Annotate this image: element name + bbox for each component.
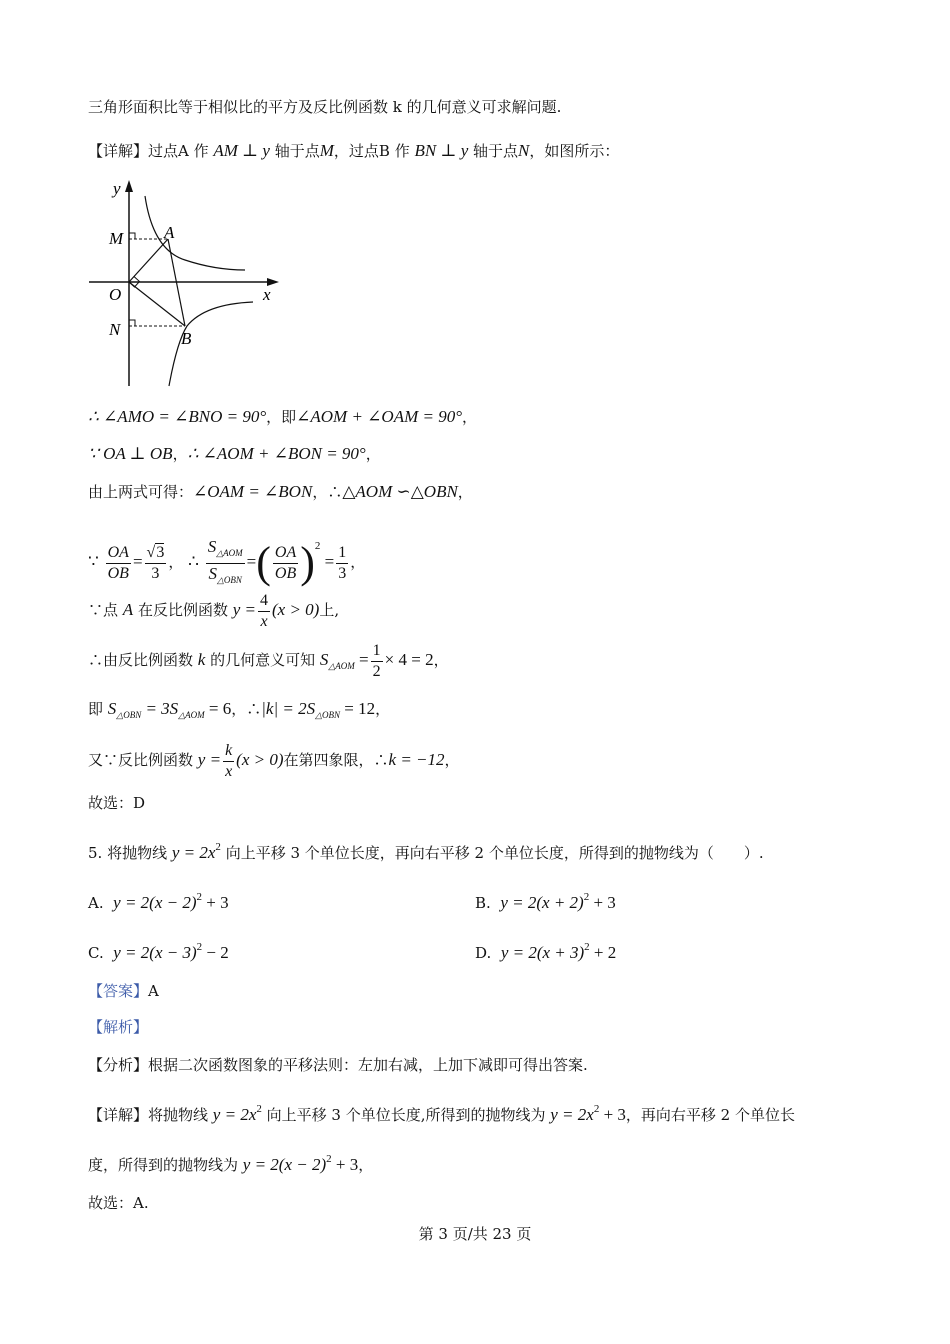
numerator — [206, 537, 245, 564]
math: (x > 0) — [236, 750, 284, 769]
text: ， — [462, 408, 478, 426]
segment-ob — [129, 282, 185, 326]
subscript: △OBN — [116, 710, 142, 720]
text: 又∵反比例函数 — [88, 751, 198, 769]
right-angle-n — [129, 320, 135, 326]
hyperbola-figure — [85, 178, 285, 390]
text: 的几何意义可知 — [205, 651, 320, 669]
text: ， — [350, 553, 366, 571]
q5-option-a[interactable] — [88, 886, 229, 914]
denominator: OB — [107, 564, 129, 582]
math: k = −12 — [388, 750, 445, 769]
q5-option-c[interactable] — [88, 936, 229, 964]
math: y = — [232, 600, 256, 619]
math: + 3 — [599, 1105, 626, 1124]
answer-tag: 【答案】 — [88, 982, 149, 1000]
text: ， — [457, 483, 473, 501]
math: y = 2x — [550, 1105, 594, 1124]
math: y = 2(x − 2) — [242, 1155, 327, 1174]
detail-text: ，如图所示： — [529, 142, 620, 160]
fraction-area-ratio — [206, 537, 245, 590]
denominator: x — [260, 612, 268, 630]
q5-detail-line-2 — [88, 1148, 373, 1176]
hyperbola-branch-1 — [145, 196, 245, 270]
q5-option-d[interactable] — [475, 936, 616, 964]
y-axis-arrow — [125, 180, 133, 192]
text: 在反比例函数 — [133, 601, 233, 619]
step-5 — [88, 588, 339, 632]
math: = 3S — [141, 699, 179, 718]
label-b: B — [181, 329, 192, 348]
step-9 — [88, 792, 145, 814]
fraction-1-3 — [336, 543, 348, 584]
step-2 — [88, 443, 381, 465]
text: ， — [172, 445, 188, 463]
text: 5. 将抛物线 — [88, 844, 172, 862]
option-tail: + 2 — [589, 943, 617, 962]
math: ∠OAM = ∠BON — [193, 482, 313, 501]
denominator: OB — [274, 564, 297, 582]
analysis-tag: 【解析】 — [88, 1018, 149, 1036]
fenxi-text: 根据二次函数图象的平移法则：左加右减，上加下减即可得出答案. — [148, 1056, 588, 1074]
text: ，∴ — [312, 483, 343, 501]
subscript: △AOM — [216, 547, 243, 558]
fraction-sqrt3-3 — [145, 543, 167, 584]
step-4 — [88, 524, 365, 590]
text: ，再向右平移 2 个单位长 — [625, 1106, 795, 1124]
step-7 — [88, 698, 390, 726]
exponent: 2 — [314, 540, 321, 552]
fraction-oa-ob — [106, 543, 131, 584]
denominator: 3 — [151, 564, 160, 582]
exponent: 2 — [593, 1103, 600, 1115]
option-label: C. — [88, 944, 104, 962]
exponent: 2 — [583, 891, 590, 903]
math: × 4 = 2 — [384, 650, 434, 669]
math: (x > 0) — [272, 600, 320, 619]
page-footer: 第 3 页/共 23 页 — [418, 1225, 532, 1243]
step-6 — [88, 638, 449, 688]
option-expr: y = 2(x − 3) — [113, 943, 197, 962]
exponent: 2 — [326, 1153, 332, 1165]
math: |k| = 2S — [261, 699, 316, 718]
fenxi-tag: 【分析】 — [88, 1056, 149, 1074]
option-label: A. — [88, 894, 104, 912]
math: k — [197, 650, 206, 669]
numerator: OA — [106, 543, 131, 564]
area-s: S — [208, 563, 217, 583]
exponent: 2 — [196, 941, 203, 953]
exponent: 2 — [256, 1103, 262, 1115]
q5-choose — [88, 1192, 149, 1214]
text: 向上平移 3 个单位长度,所得到的抛物线为 — [261, 1106, 551, 1124]
text: 即 — [88, 700, 108, 718]
exponent: 2 — [196, 891, 203, 903]
fraction-4-x — [258, 591, 270, 632]
text: 由上两式可得： — [88, 483, 194, 501]
denominator: 2 — [372, 662, 381, 680]
label-n: N — [109, 320, 121, 339]
intro-line — [88, 96, 561, 118]
subscript: △AOM — [328, 661, 355, 671]
denominator — [206, 564, 245, 590]
q5-fenxi — [88, 1054, 588, 1076]
math: ∴ ∠AMO = ∠BNO = 90° — [88, 407, 267, 426]
q5-answer — [88, 980, 159, 1002]
detail-text: 过点A 作 — [148, 142, 214, 160]
q5-stem — [88, 836, 764, 864]
detail-text: ，过点B 作 — [333, 142, 415, 160]
numerator: 4 — [258, 591, 270, 612]
numerator: 1 — [371, 641, 383, 662]
text: ∴由反比例函数 — [88, 651, 198, 669]
text: ， — [168, 553, 184, 571]
therefore-symbol: ∴ — [188, 552, 199, 571]
text: ， — [444, 751, 460, 769]
math: △AOM ∽△OBN — [342, 482, 458, 501]
math-bn-perp: BN ⊥ y — [414, 141, 469, 160]
math: = — [354, 650, 369, 669]
fraction-oa-ob-2 — [273, 543, 298, 584]
numerator: OA — [273, 543, 298, 564]
answer-value: A — [148, 982, 159, 1000]
subscript: △AOM — [178, 710, 205, 720]
exponent: 2 — [584, 941, 590, 953]
math-n: N — [518, 141, 530, 160]
step-1 — [88, 406, 477, 428]
math: y = — [197, 750, 222, 769]
text: ， — [365, 445, 381, 463]
detail-line-1 — [88, 140, 619, 162]
q5-detail-line-1 — [88, 1098, 795, 1126]
because-symbol: ∵ — [88, 552, 99, 571]
denominator: 3 — [338, 564, 347, 582]
math: A — [122, 600, 134, 619]
text: ∵点 — [88, 601, 123, 619]
subscript: △OBN — [315, 710, 341, 720]
option-label: D. — [475, 944, 492, 962]
detail-text: 轴于点 — [468, 142, 519, 160]
right-paren: ) — [300, 538, 315, 587]
equals: = — [246, 552, 257, 571]
sqrt-radicand: 3 — [156, 543, 165, 561]
label-m: M — [109, 229, 124, 248]
label-o: O — [109, 285, 122, 304]
label-a: A — [164, 223, 175, 242]
choose-a: 故选：A. — [88, 1194, 149, 1212]
fraction-1-2 — [371, 641, 383, 682]
math: ∠AOM + ∠OAM = 90° — [296, 407, 463, 426]
text: ， — [433, 651, 449, 669]
math-m: M — [319, 141, 334, 160]
segment-oa — [129, 239, 168, 282]
detail-tag: 【详解】 — [88, 142, 149, 160]
option-tail: − 2 — [202, 943, 229, 962]
math: y = 2x — [171, 843, 216, 862]
option-expr: y = 2(x + 3) — [500, 943, 585, 962]
text: 在第四象限，∴ — [283, 751, 389, 769]
option-tail: + 3 — [202, 893, 229, 912]
q5-option-b[interactable] — [475, 886, 616, 914]
text: 上, — [319, 601, 340, 619]
intro-text: 三角形面积比等于相似比的平方及反比例函数 k 的几何意义可求解问题. — [88, 98, 562, 116]
detail-tag: 【详解】 — [88, 1106, 149, 1124]
area-s: S — [207, 536, 217, 556]
text: ，即 — [266, 408, 297, 426]
math: S — [107, 699, 117, 718]
option-expr: y = 2(x + 2) — [500, 893, 584, 912]
fraction-k-x — [223, 741, 234, 782]
math: S — [319, 650, 329, 669]
text: ， — [375, 700, 391, 718]
text: 将抛物线 — [148, 1106, 213, 1124]
label-y: y — [113, 179, 121, 198]
math: = 12 — [340, 699, 376, 718]
option-label: B. — [475, 894, 491, 912]
text: 度，所得到的抛物线为 — [88, 1156, 243, 1174]
choose-d: 故选：D — [88, 794, 146, 812]
equals: = — [132, 552, 143, 571]
numerator: √3 — [145, 543, 167, 564]
right-angle-m — [129, 233, 135, 239]
left-paren: ( — [256, 538, 271, 587]
math: ∴ ∠AOM + ∠BON = 90° — [187, 444, 366, 463]
option-tail: + 3 — [589, 893, 616, 912]
numerator: 1 — [336, 543, 348, 564]
math: = 6 — [204, 699, 232, 718]
label-x: x — [263, 285, 271, 304]
detail-text: 轴于点 — [269, 142, 320, 160]
equals: = — [320, 552, 335, 571]
option-expr: y = 2(x − 2) — [113, 893, 197, 912]
subscript: △OBN — [216, 574, 242, 585]
math: y = 2x — [212, 1105, 257, 1124]
numerator: k — [223, 741, 234, 762]
math: + 3 — [331, 1155, 359, 1174]
step-3 — [88, 481, 473, 503]
text: 向上平移 3 个单位长度，再向右平移 2 个单位长度，所得到的抛物线为（ ）. — [220, 844, 764, 862]
math-am-perp: AM ⊥ y — [213, 141, 270, 160]
text: ， — [358, 1156, 374, 1174]
math: ∵ OA ⊥ OB — [88, 444, 173, 463]
exponent: 2 — [215, 841, 221, 853]
denominator: x — [225, 762, 233, 780]
step-8 — [88, 738, 460, 782]
text: ，∴ — [231, 700, 262, 718]
q5-analysis — [88, 1016, 148, 1038]
